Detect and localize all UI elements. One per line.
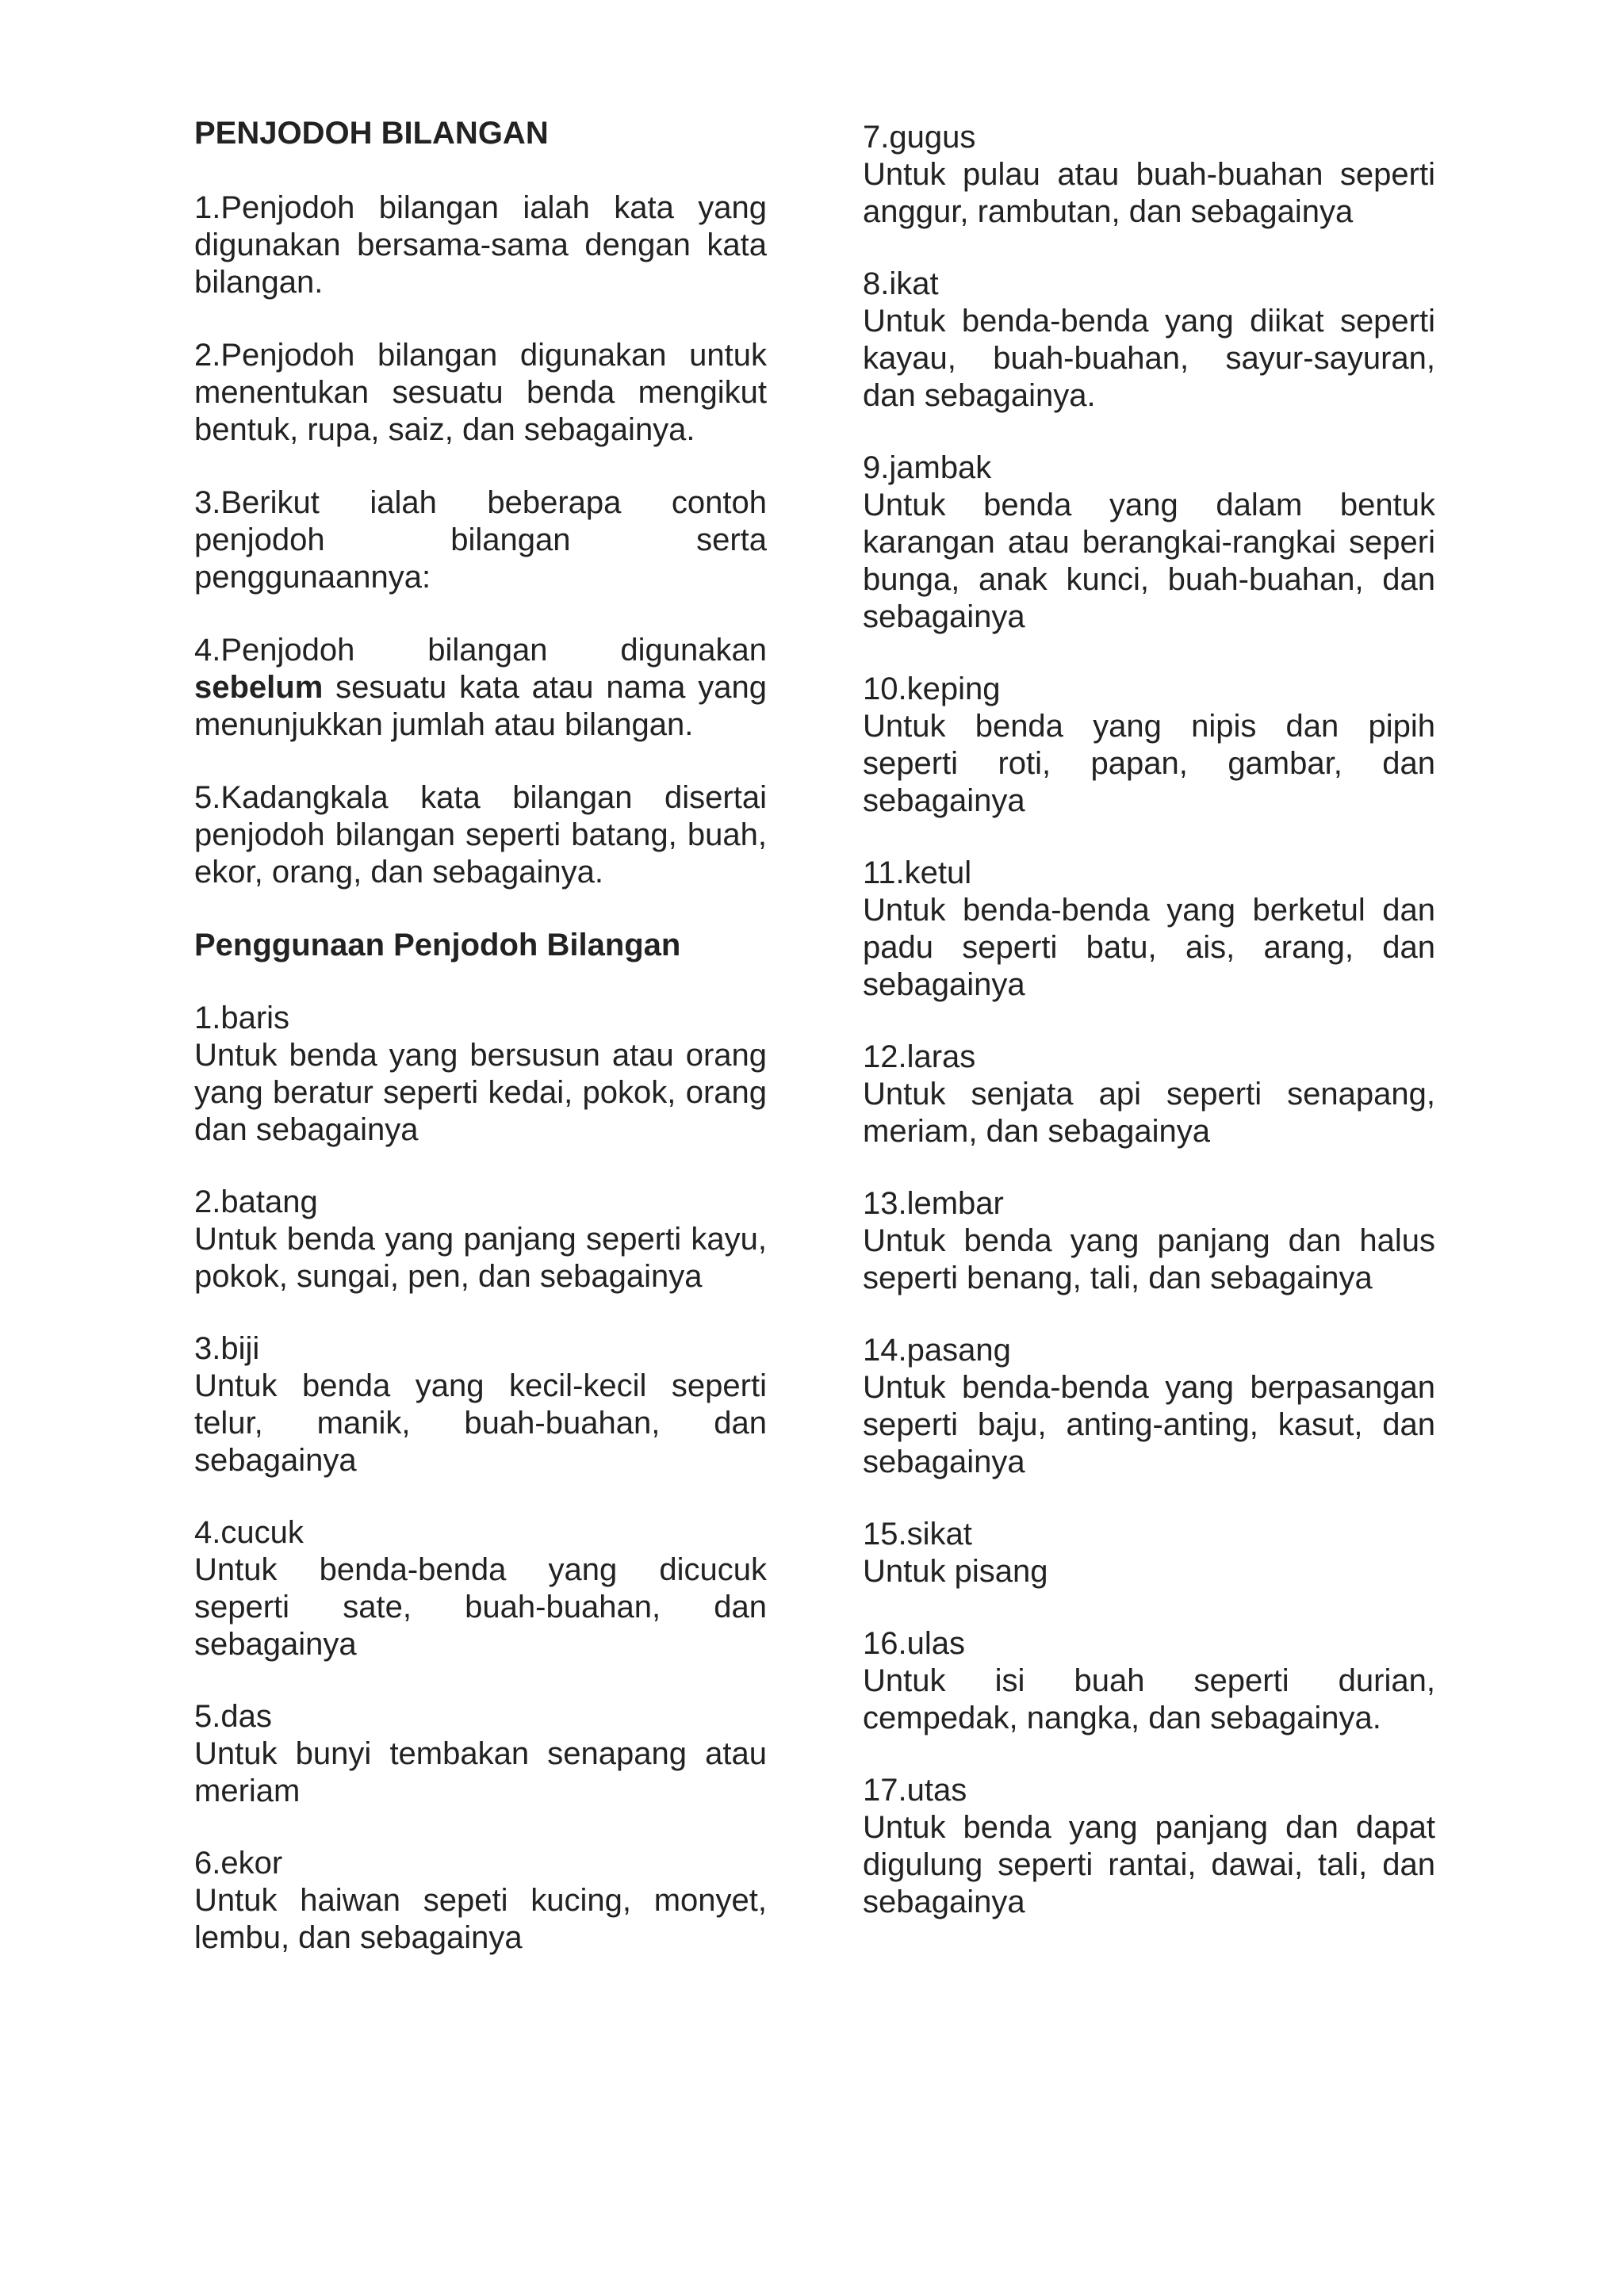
entry-description: Untuk benda yang dalam bentuk karangan atau berangkai-rangkai seperi bunga, anak kunci, buah-buahan, dan sebagainya [863, 488, 1435, 634]
entry-title: 12.laras [863, 1039, 976, 1074]
entry-title: 11.ketul [863, 855, 972, 890]
entry-title: 3.biji [194, 1331, 260, 1366]
intro-paragraph-2: 2.Penjodoh bilangan digunakan untuk menentukan sesuatu benda mengikut bentuk, rupa, saiz, dan sebagainya. [194, 338, 767, 447]
entry-description: Untuk benda-benda yang dicucuk seperti sate, buah-buahan, dan sebagainya [194, 1552, 767, 1662]
section-title: Penggunaan Penjodoh Bilangan [194, 928, 681, 962]
entry-description: Untuk senjata api seperti senapang, meriam, dan sebagainya [863, 1077, 1435, 1149]
list-item [194, 1514, 767, 1663]
entry-description: Untuk haiwan sepeti kucing, monyet, lembu, dan sebagainya [194, 1883, 767, 1955]
list-item [863, 450, 1435, 636]
intro-paragraph-3: 3.Berikut ialah beberapa contoh penjodoh bilangan serta penggunaannya: [194, 485, 767, 595]
entry-description: Untuk benda-benda yang diikat seperti kayau, buah-buahan, sayur-sayuran, dan sebagainya. [863, 304, 1435, 413]
list-item [863, 119, 1435, 231]
entry-description: Untuk pisang [863, 1554, 1048, 1589]
entry-title: 15.sikat [863, 1517, 972, 1552]
entry-description: Untuk pulau atau buah-buahan seperti anggur, rambutan, dan sebagainya [863, 157, 1435, 229]
entry-title: 13.lembar [863, 1186, 1004, 1221]
list-item [863, 1772, 1435, 1921]
intro-paragraph-1: 1.Penjodoh bilangan ialah kata yang digunakan bersama-sama dengan kata bilangan. [194, 190, 767, 300]
list-item [863, 1332, 1435, 1481]
entry-description: Untuk benda-benda yang berpasangan seperti baju, anting-anting, kasut, dan sebagainya [863, 1370, 1435, 1479]
list-item [863, 1185, 1435, 1297]
intro-paragraph-4-end: sesuatu kata atau nama yang menunjukkan jumlah atau bilangan. [194, 670, 767, 742]
list-item [863, 855, 1435, 1004]
entry-description: Untuk benda-benda yang berketul dan padu seperti batu, ais, arang, dan sebagainya [863, 893, 1435, 1002]
entry-title: 6.ekor [194, 1846, 283, 1881]
entry-description: Untuk benda yang panjang dan dapat digulung seperti rantai, dawai, tali, dan sebagainya [863, 1810, 1435, 1919]
entry-title: 7.gugus [863, 120, 976, 155]
list-item [194, 1330, 767, 1479]
entry-title: 10.keping [863, 672, 1001, 706]
entry-title: 9.jambak [863, 450, 992, 485]
page-title: PENJODOH BILANGAN [194, 116, 549, 151]
entry-description: Untuk benda yang bersusun atau orang yang beratur seperti kedai, pokok, orang dan sebagainya [194, 1038, 767, 1147]
entry-description: Untuk benda yang panjang dan halus seperti benang, tali, dan sebagainya [863, 1223, 1435, 1295]
intro-paragraph-4 [194, 632, 767, 744]
intro-paragraph-4-start: 4.Penjodoh bilangan digunakan [194, 633, 767, 668]
entry-title: 4.cucuk [194, 1515, 304, 1550]
list-item [863, 1625, 1435, 1737]
intro-paragraph-4-bold: sebelum [194, 670, 324, 705]
list-item [194, 1845, 767, 1957]
entry-description: Untuk benda yang nipis dan pipih seperti roti, papan, gambar, dan sebagainya [863, 709, 1435, 818]
entry-description: Untuk bunyi tembakan senapang atau meriam [194, 1736, 767, 1808]
list-item [863, 671, 1435, 820]
list-item [194, 1000, 767, 1149]
entry-title: 17.utas [863, 1773, 967, 1808]
entry-description: Untuk benda yang panjang seperti kayu, pokok, sungai, pen, dan sebagainya [194, 1222, 767, 1294]
list-item [863, 266, 1435, 415]
entry-title: 2.batang [194, 1184, 318, 1219]
list-item [863, 1516, 1435, 1590]
entry-title: 14.pasang [863, 1333, 1011, 1368]
right-column [863, 119, 1435, 1956]
entry-title: 1.baris [194, 1001, 290, 1035]
list-item [194, 1698, 767, 1810]
intro-paragraph-5: 5.Kadangkala kata bilangan disertai penjodoh bilangan seperti batang, buah, ekor, orang, dan sebagainya. [194, 780, 767, 890]
entry-description: Untuk benda yang kecil-kecil seperti telur, manik, buah-buahan, dan sebagainya [194, 1368, 767, 1478]
entry-description: Untuk isi buah seperti durian, cempedak, nangka, dan sebagainya. [863, 1663, 1435, 1735]
entry-title: 5.das [194, 1699, 272, 1734]
list-item [194, 1184, 767, 1295]
entry-title: 16.ulas [863, 1626, 965, 1661]
list-item [863, 1039, 1435, 1150]
left-column [194, 115, 767, 1992]
entry-title: 8.ikat [863, 266, 939, 301]
